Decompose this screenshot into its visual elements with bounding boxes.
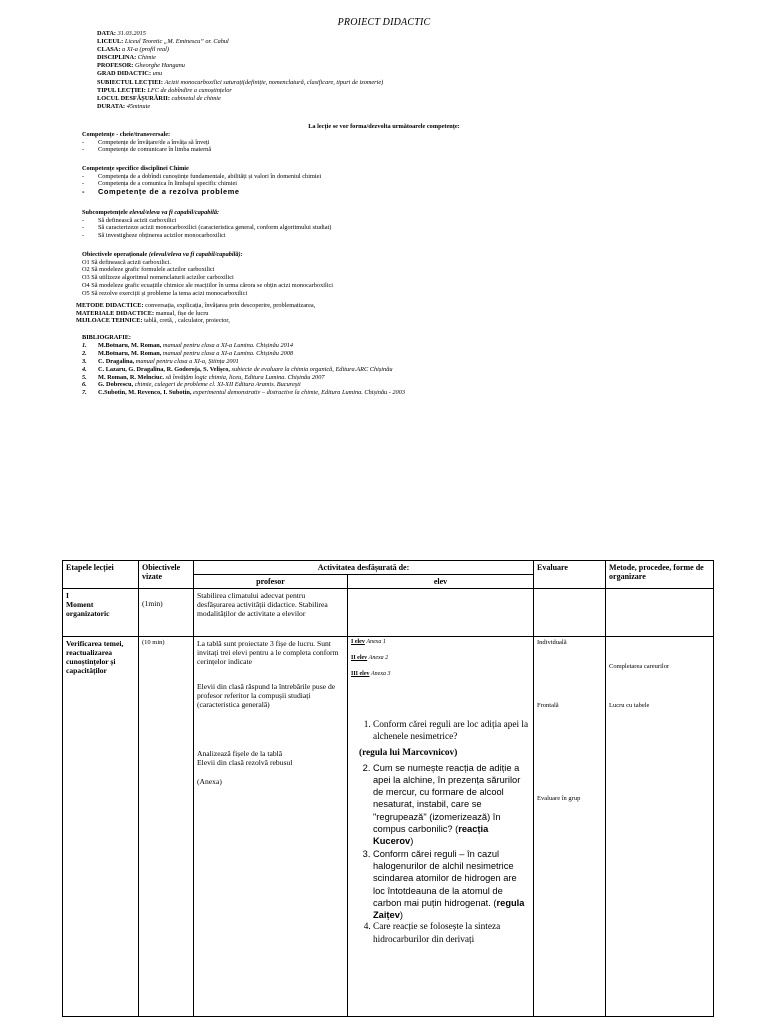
student-label-what: Anexa 3 xyxy=(371,671,391,677)
question-item: 1. Conform cărei reguli are loc adiția apei la alchenele nesimetrice? xyxy=(373,719,530,744)
question-list xyxy=(351,762,530,946)
method-row xyxy=(76,317,676,325)
bibliography-item xyxy=(82,389,405,397)
teacher-text: Analizează fișele de la tablă xyxy=(197,749,283,758)
meta-row xyxy=(97,54,597,62)
meta-value: a XI-a (profil real) xyxy=(122,46,169,54)
item-number: 6. xyxy=(82,381,87,389)
section-heading: Competențe specifice disciplinei Chimie xyxy=(82,165,189,172)
evaluation-cell xyxy=(534,589,606,637)
item-number: 1. xyxy=(82,341,87,349)
stage-label: Moment organizatoric xyxy=(66,600,110,618)
item-title: experimentul demonstrativ – distractive la chimie, Editura Lumina. Chișinău - 2003 xyxy=(193,389,405,397)
item-authors: C. Lazaru, G. Dragalina, R. Godoroja, S. Velișco, xyxy=(98,365,230,373)
student-cell xyxy=(348,589,534,637)
methods-text: Lucru cu tabele xyxy=(609,702,650,709)
meta-value: Gheorghe Hanganu xyxy=(134,62,185,70)
method-row xyxy=(76,310,676,318)
objective-item: O4 Să modeleze grafic ecuațiile chimice ale reacțiilor în urma cărora se obțin acizi monocarboxilici xyxy=(82,281,334,289)
meta-value: Liceul Teoretic „M. Eminescu” or. Cahul xyxy=(124,38,229,46)
bibliography-item xyxy=(82,350,405,358)
question-item: 2. Cum se numește reacția de adiție a apei la alchine, în prezența sărurilor de mercur, cu formare de alcool nesaturat, instabil, care se "regrupează" (izomerizează) în compus carbonilic? (reacția Kucerov) xyxy=(373,762,530,848)
method-key: METODE DIDACTICE: xyxy=(76,302,144,309)
header-evaluation: Evaluare xyxy=(534,561,606,589)
bibliography xyxy=(82,334,405,397)
meta-key: LOCUL DESFĂȘURĂRII: xyxy=(97,94,170,102)
stage-time: (1min) xyxy=(142,599,163,608)
meta-key: DISCIPLINA: xyxy=(97,54,137,62)
table-header-row xyxy=(63,561,714,575)
item-authors: M. Roman, R. Melnciuc. xyxy=(98,373,164,381)
meta-value: unu xyxy=(152,70,163,78)
meta-value: Chimie xyxy=(137,54,156,62)
item-title: chimie, culegeri de probleme cl. XI-XII Editura Aramis. Bucureşti xyxy=(134,381,301,389)
document-title: PROIECT DIDACTIC xyxy=(337,17,431,28)
item-authors: C. Dragalina, xyxy=(98,357,135,365)
student-label-what: Anexa 1 xyxy=(366,639,386,645)
student-label-who: I elev xyxy=(351,639,365,645)
list-item: - Să caracterizeze acizii monocarboxilici (caracteristica general, conform algoritmului studiat) xyxy=(82,224,682,232)
method-key: MIJLOACE TEHNICE: xyxy=(76,317,143,325)
section-heading-tail: (elevul/eleva va fi capabil/capabilă): xyxy=(148,251,243,258)
stage-number: I xyxy=(66,591,69,600)
student-cell xyxy=(348,637,534,1017)
meta-value: Acizii monocarboxilici saturați(definiție, nomenclatură, clasificare, tipuri de izomerie) xyxy=(164,78,384,86)
bibliography-heading: BIBLIOGRAFIE: xyxy=(82,334,131,341)
section-heading-label: Obiectivele operaționale xyxy=(82,251,148,258)
bibliography-item xyxy=(82,374,405,382)
header-objectives: Obiectivele vizate xyxy=(139,561,194,589)
item-authors: M.Botnaru, M. Roman, xyxy=(98,349,162,357)
student-label-who: II elev xyxy=(351,655,368,661)
list-item: - Să definească acizii carboxilici xyxy=(82,217,682,225)
item-number: 7. xyxy=(82,389,87,397)
methods-cell xyxy=(606,637,714,1017)
item-number: 4. xyxy=(82,365,87,373)
meta-row xyxy=(97,103,597,111)
stage-cell xyxy=(63,589,139,637)
teacher-text: La tablă sunt proiectate 3 fișe de lucru. Sunt invitați trei elevi pentru a le completa conform cerințelor indicate xyxy=(197,639,339,666)
section-heading xyxy=(82,209,682,217)
header-activity: Activitatea desfășurată de: xyxy=(194,561,534,575)
header-methods: Metode, procedee, forme de organizare xyxy=(606,561,714,589)
method-value: conversația, explicația, învățarea prin descoperire, problematizarea, xyxy=(145,302,316,309)
list-item: - Competențe de a rezolva probleme xyxy=(82,188,682,196)
item-title: să învățăm logic chimia, liceu, Editura Lumina. Chișinău 2007 xyxy=(165,373,325,381)
objectives-cell xyxy=(139,637,194,1017)
operational-objectives xyxy=(82,251,682,297)
competences-intro: La lecție se vor forma/dezvolta următoarele competențe: xyxy=(308,123,460,130)
teacher-text: (Anexa) xyxy=(197,777,222,786)
meta-key: CLASA: xyxy=(97,46,121,54)
methods-text: Completarea careurilor xyxy=(609,663,670,670)
meta-key: PROFESOR: xyxy=(97,62,134,70)
meta-row xyxy=(97,70,597,78)
stage-cell xyxy=(63,637,139,1017)
meta-key: SUBIECTUL LECȚIEI: xyxy=(97,78,163,86)
evaluation-text: Evaluare în grup xyxy=(537,795,581,802)
objectives-cell xyxy=(139,589,194,637)
item-number: 3. xyxy=(82,357,87,365)
answer-text: (regula lui Marcovnicov) xyxy=(359,747,458,758)
section-heading xyxy=(82,251,682,259)
list-item: - Competențe de comunicare în limba maternă xyxy=(82,146,682,154)
question-list xyxy=(351,719,530,744)
section-heading-tail: elevul/eleva va fi capabil/capabilă: xyxy=(129,209,220,216)
meta-row xyxy=(97,46,597,54)
item-title: manual pentru clasa a XI-a, Știința 2001 xyxy=(135,357,239,365)
bibliography-item xyxy=(82,366,405,374)
item-number: 5. xyxy=(82,373,87,381)
meta-row xyxy=(97,30,597,38)
answer-line xyxy=(359,748,530,758)
evaluation-text: Individuală xyxy=(537,639,567,646)
answer-text: reacția Kucerov xyxy=(373,824,489,847)
specific-competences xyxy=(82,165,682,196)
student-label xyxy=(351,655,530,661)
item-title: subiecte de evaluare la chimia organică, Editura.ARC Chișinău xyxy=(231,365,393,373)
objective-item: O3 Să utilizeze algoritmul nomenclaturii acizilor carboxilici xyxy=(82,274,234,282)
meta-key: GRAD DIDACTIC: xyxy=(97,70,152,78)
meta-value: LFC de dobîndire a cunoștințelor xyxy=(147,86,232,94)
header-stages: Etapele lecției xyxy=(63,561,139,589)
list-item: - Competențe de învățare/de a învăța să înveți xyxy=(82,139,682,147)
meta-key: DATA: xyxy=(97,30,117,37)
item-authors: G. Dobrescu, xyxy=(98,381,134,389)
header-teacher: profesor xyxy=(194,575,348,589)
method-value: tablă, cretă, , calculator, proiector, xyxy=(144,317,230,325)
stage-label: Verificarea temei, reactualizarea cunoștințelor și capacităților xyxy=(66,639,124,675)
meta-row xyxy=(97,38,597,46)
objective-item: O1 Să definească acizii carboxilici. xyxy=(82,258,171,266)
teacher-text: Elevii din clasă răspund la întrebările puse de profesor referitor la compușii studiați (caracteristica generală) xyxy=(197,682,336,709)
lesson-metadata xyxy=(97,30,597,111)
bibliography-item xyxy=(82,381,405,389)
meta-row xyxy=(97,79,597,87)
student-label-who: III elev xyxy=(351,671,370,677)
student-label xyxy=(351,671,530,677)
section-heading: Competențe - cheie/transversale: xyxy=(82,131,171,138)
general-competences xyxy=(82,131,682,154)
question-item: 3. Conform cărei reguli – în cazul halogenurilor de alchil nesimetrice scindarea atomilor de hidrogen are loc întotdeauna de la atomul de carbon mai puțin hidrogenat. (regula Zaițev) xyxy=(373,848,530,922)
meta-row xyxy=(97,87,597,95)
bibliography-item xyxy=(82,358,405,366)
objective-item: O2 Să modeleze grafic formulele acizilor carboxilici xyxy=(82,266,215,274)
item-authors: C.Subotin, M. Revenco, I. Subotin, xyxy=(98,389,192,397)
lesson-plan-table xyxy=(62,560,714,1017)
method-key: MATERIALE DIDACTICE: xyxy=(76,309,155,317)
item-title: manual pentru clasa a XI-a Lumina. Chișinău 2008 xyxy=(162,349,294,357)
item-title: manual pentru clasa a XI-a Lumina. Chișinău 2014 xyxy=(162,341,294,349)
header-student: elev xyxy=(348,575,534,589)
bibliography-item xyxy=(82,342,405,350)
method-row xyxy=(76,302,676,310)
list-item: - Să investigheze obținerea acizilor monocarboxilici xyxy=(82,232,682,240)
question-text: Conform cărei reguli – în cazul halogenurilor de alchil nesimetrice scindarea atomilor de hidrogen are loc întotdeauna de la atomul de carbon mai puțin hidrogenat. xyxy=(373,848,517,908)
list-item: - Competența de a comunica în limbajul specific chimiei xyxy=(82,180,682,188)
evaluation-cell xyxy=(534,637,606,1017)
teaching-methods xyxy=(76,302,676,325)
evaluation-text: Frontală xyxy=(537,702,559,709)
meta-value: 31.03.2015 xyxy=(117,30,146,37)
student-label xyxy=(351,639,530,645)
table-row xyxy=(63,637,714,1017)
meta-value: 45minute xyxy=(126,102,151,110)
list-item: - Competența de a dobîndi cunoștințe fundamentale, abilități și valori în domeniul chimiei xyxy=(82,173,682,181)
teacher-cell xyxy=(194,637,348,1017)
meta-value: cabinetul de chimie xyxy=(171,94,221,102)
objective-item: O5 Să rezolve exerciții și probleme la tema acizi monocarboxilici xyxy=(82,289,248,297)
methods-cell xyxy=(606,589,714,637)
meta-row xyxy=(97,62,597,70)
item-authors: M.Botnaru, M. Roman, xyxy=(98,341,162,349)
meta-key: LICEUL: xyxy=(97,38,124,46)
stage-time: (10 min) xyxy=(142,639,165,646)
meta-key: TIPUL LECȚIEI: xyxy=(97,86,146,94)
question-text: Cum se numește reacția de adiție a apei la alchine, în prezența sărurilor de mercur, cu formare de alcool nesaturat, instabil, care se "regrupează" (izomerizează) în compus carbonilic? xyxy=(373,762,521,835)
section-heading-label: Subcompetențele xyxy=(82,209,128,216)
meta-row xyxy=(97,95,597,103)
table-row xyxy=(63,589,714,637)
meta-key: DURATA: xyxy=(97,102,126,110)
item-number: 2. xyxy=(82,349,87,357)
teacher-text: Elevii din clasă rezolvă rebusul xyxy=(197,758,293,767)
teacher-cell: Stabilirea climatului adecvat pentru desfășurarea activității didactice. Stabilirea modalităților de activitate a elevilor xyxy=(194,589,348,637)
method-value: manual, fișe de lucru xyxy=(155,309,209,317)
subcompetences xyxy=(82,209,682,240)
student-label-what: Anexa 2 xyxy=(368,655,389,661)
question-item: 4. Care reacție se folosește la sinteza hidrocarburilor din derivați xyxy=(373,921,530,946)
answer-text: regula Zaițev xyxy=(373,897,525,921)
